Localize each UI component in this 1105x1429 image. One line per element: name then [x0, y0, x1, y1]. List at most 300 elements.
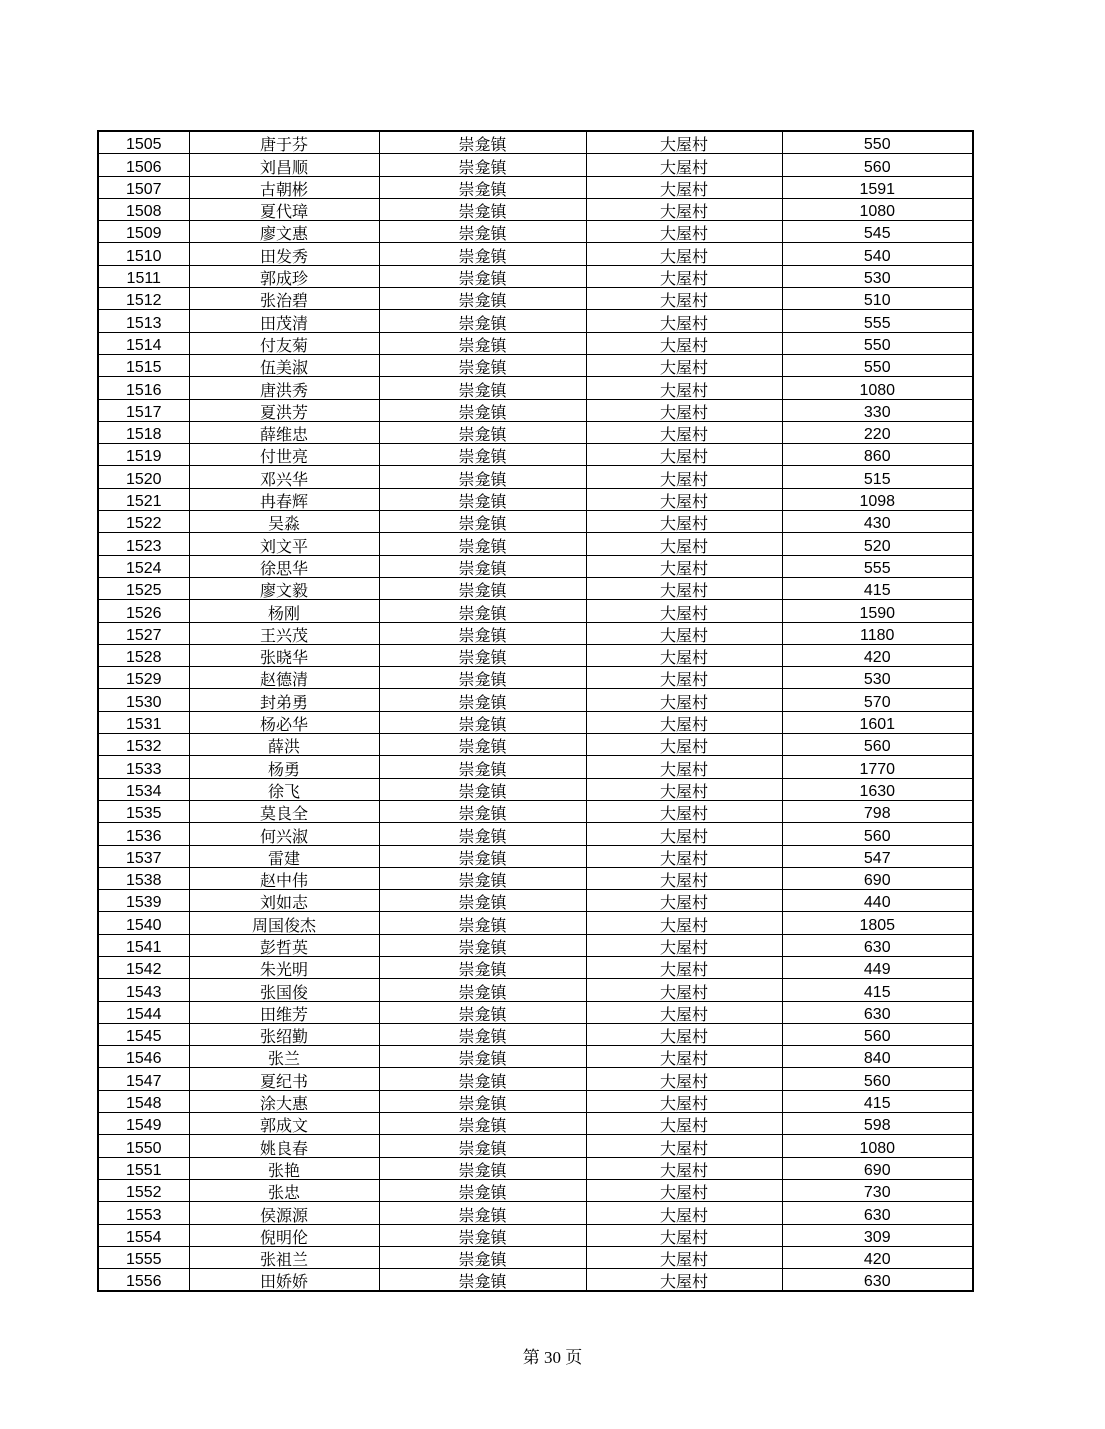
name-cell: 郭成珍: [189, 265, 379, 287]
amount-cell: 555: [782, 310, 973, 332]
amount-cell: 560: [782, 1068, 973, 1090]
amount-cell: 555: [782, 555, 973, 577]
row-number-cell: 1505: [98, 131, 189, 154]
table-row: [98, 1090, 973, 1112]
town-cell: 崇龛镇: [379, 1090, 586, 1112]
table-row: [98, 310, 973, 332]
town-cell: 崇龛镇: [379, 1269, 586, 1292]
amount-cell: 1590: [782, 600, 973, 622]
name-cell: 冉春辉: [189, 488, 379, 510]
row-number-cell: 1508: [98, 198, 189, 220]
name-cell: 吴淼: [189, 511, 379, 533]
village-cell: 大屋村: [586, 288, 782, 310]
row-number-cell: 1527: [98, 622, 189, 644]
town-cell: 崇龛镇: [379, 399, 586, 421]
village-cell: 大屋村: [586, 377, 782, 399]
table-row: [98, 845, 973, 867]
table-row: [98, 734, 973, 756]
row-number-cell: 1542: [98, 956, 189, 978]
row-number-cell: 1535: [98, 800, 189, 822]
table-row: [98, 1269, 973, 1292]
town-cell: 崇龛镇: [379, 444, 586, 466]
name-cell: 夏纪书: [189, 1068, 379, 1090]
name-cell: 张绍勤: [189, 1023, 379, 1045]
town-cell: 崇龛镇: [379, 377, 586, 399]
table-row: [98, 354, 973, 376]
village-cell: 大屋村: [586, 265, 782, 287]
town-cell: 崇龛镇: [379, 466, 586, 488]
village-cell: 大屋村: [586, 1157, 782, 1179]
table-row: [98, 399, 973, 421]
row-number-cell: 1521: [98, 488, 189, 510]
name-cell: 何兴淑: [189, 823, 379, 845]
table-body: [98, 131, 973, 1291]
town-cell: 崇龛镇: [379, 979, 586, 1001]
table-row: [98, 800, 973, 822]
town-cell: 崇龛镇: [379, 1135, 586, 1157]
row-number-cell: 1516: [98, 377, 189, 399]
amount-cell: 330: [782, 399, 973, 421]
row-number-cell: 1528: [98, 644, 189, 666]
amount-cell: 560: [782, 154, 973, 176]
amount-cell: 560: [782, 1023, 973, 1045]
town-cell: 崇龛镇: [379, 555, 586, 577]
village-cell: 大屋村: [586, 1068, 782, 1090]
village-cell: 大屋村: [586, 1246, 782, 1268]
row-number-cell: 1511: [98, 265, 189, 287]
town-cell: 崇龛镇: [379, 890, 586, 912]
amount-cell: 598: [782, 1113, 973, 1135]
town-cell: 崇龛镇: [379, 1023, 586, 1045]
table-row: [98, 421, 973, 443]
row-number-cell: 1523: [98, 533, 189, 555]
amount-cell: 415: [782, 979, 973, 1001]
village-cell: 大屋村: [586, 555, 782, 577]
amount-cell: 530: [782, 667, 973, 689]
village-cell: 大屋村: [586, 466, 782, 488]
village-cell: 大屋村: [586, 756, 782, 778]
amount-cell: 550: [782, 332, 973, 354]
name-cell: 彭哲英: [189, 934, 379, 956]
row-number-cell: 1507: [98, 176, 189, 198]
row-number-cell: 1530: [98, 689, 189, 711]
village-cell: 大屋村: [586, 912, 782, 934]
row-number-cell: 1536: [98, 823, 189, 845]
village-cell: 大屋村: [586, 1046, 782, 1068]
town-cell: 崇龛镇: [379, 354, 586, 376]
town-cell: 崇龛镇: [379, 912, 586, 934]
row-number-cell: 1544: [98, 1001, 189, 1023]
name-cell: 张晓华: [189, 644, 379, 666]
amount-cell: 630: [782, 1269, 973, 1292]
amount-cell: 420: [782, 1246, 973, 1268]
name-cell: 杨勇: [189, 756, 379, 778]
table-row: [98, 778, 973, 800]
name-cell: 杨刚: [189, 600, 379, 622]
row-number-cell: 1554: [98, 1224, 189, 1246]
name-cell: 张兰: [189, 1046, 379, 1068]
town-cell: 崇龛镇: [379, 265, 586, 287]
table-row: [98, 600, 973, 622]
village-cell: 大屋村: [586, 131, 782, 154]
amount-cell: 515: [782, 466, 973, 488]
village-cell: 大屋村: [586, 198, 782, 220]
town-cell: 崇龛镇: [379, 577, 586, 599]
town-cell: 崇龛镇: [379, 934, 586, 956]
town-cell: 崇龛镇: [379, 288, 586, 310]
village-cell: 大屋村: [586, 1179, 782, 1201]
amount-cell: 630: [782, 1202, 973, 1224]
amount-cell: 430: [782, 511, 973, 533]
village-cell: 大屋村: [586, 956, 782, 978]
town-cell: 崇龛镇: [379, 1246, 586, 1268]
town-cell: 崇龛镇: [379, 310, 586, 332]
row-number-cell: 1539: [98, 890, 189, 912]
town-cell: 崇龛镇: [379, 800, 586, 822]
table-row: [98, 667, 973, 689]
name-cell: 薛洪: [189, 734, 379, 756]
name-cell: 封弟勇: [189, 689, 379, 711]
village-cell: 大屋村: [586, 1001, 782, 1023]
amount-cell: 530: [782, 265, 973, 287]
village-cell: 大屋村: [586, 176, 782, 198]
name-cell: 薛维忠: [189, 421, 379, 443]
row-number-cell: 1548: [98, 1090, 189, 1112]
row-number-cell: 1552: [98, 1179, 189, 1201]
village-cell: 大屋村: [586, 533, 782, 555]
table-row: [98, 154, 973, 176]
village-cell: 大屋村: [586, 600, 782, 622]
table-row: [98, 198, 973, 220]
name-cell: 田娇娇: [189, 1269, 379, 1292]
table-row: [98, 1023, 973, 1045]
table-row: [98, 1179, 973, 1201]
table-row: [98, 711, 973, 733]
name-cell: 夏洪芳: [189, 399, 379, 421]
amount-cell: 309: [782, 1224, 973, 1246]
name-cell: 刘如志: [189, 890, 379, 912]
village-cell: 大屋村: [586, 577, 782, 599]
amount-cell: 550: [782, 131, 973, 154]
row-number-cell: 1510: [98, 243, 189, 265]
table-row: [98, 622, 973, 644]
name-cell: 张国俊: [189, 979, 379, 1001]
town-cell: 崇龛镇: [379, 600, 586, 622]
amount-cell: 1591: [782, 176, 973, 198]
amount-cell: 690: [782, 867, 973, 889]
town-cell: 崇龛镇: [379, 332, 586, 354]
name-cell: 徐飞: [189, 778, 379, 800]
amount-cell: 550: [782, 354, 973, 376]
row-number-cell: 1526: [98, 600, 189, 622]
village-cell: 大屋村: [586, 622, 782, 644]
town-cell: 崇龛镇: [379, 533, 586, 555]
amount-cell: 798: [782, 800, 973, 822]
row-number-cell: 1540: [98, 912, 189, 934]
amount-cell: 560: [782, 823, 973, 845]
table-row: [98, 1224, 973, 1246]
town-cell: 崇龛镇: [379, 1179, 586, 1201]
village-cell: 大屋村: [586, 399, 782, 421]
town-cell: 崇龛镇: [379, 421, 586, 443]
village-cell: 大屋村: [586, 154, 782, 176]
village-cell: 大屋村: [586, 890, 782, 912]
amount-cell: 1805: [782, 912, 973, 934]
name-cell: 张艳: [189, 1157, 379, 1179]
amount-cell: 630: [782, 1001, 973, 1023]
name-cell: 赵德清: [189, 667, 379, 689]
village-cell: 大屋村: [586, 800, 782, 822]
row-number-cell: 1514: [98, 332, 189, 354]
town-cell: 崇龛镇: [379, 667, 586, 689]
name-cell: 赵中伟: [189, 867, 379, 889]
table-row: [98, 444, 973, 466]
row-number-cell: 1551: [98, 1157, 189, 1179]
table-row: [98, 221, 973, 243]
table-row: [98, 689, 973, 711]
name-cell: 田茂清: [189, 310, 379, 332]
name-cell: 徐思华: [189, 555, 379, 577]
table-row: [98, 979, 973, 1001]
table-row: [98, 555, 973, 577]
amount-cell: 560: [782, 734, 973, 756]
amount-cell: 1080: [782, 198, 973, 220]
village-cell: 大屋村: [586, 332, 782, 354]
amount-cell: 730: [782, 1179, 973, 1201]
row-number-cell: 1512: [98, 288, 189, 310]
village-cell: 大屋村: [586, 354, 782, 376]
amount-cell: 510: [782, 288, 973, 310]
table-row: [98, 511, 973, 533]
amount-cell: 570: [782, 689, 973, 711]
amount-cell: 1180: [782, 622, 973, 644]
row-number-cell: 1538: [98, 867, 189, 889]
name-cell: 王兴茂: [189, 622, 379, 644]
name-cell: 倪明伦: [189, 1224, 379, 1246]
amount-cell: 840: [782, 1046, 973, 1068]
table-row: [98, 756, 973, 778]
town-cell: 崇龛镇: [379, 511, 586, 533]
town-cell: 崇龛镇: [379, 1001, 586, 1023]
name-cell: 雷建: [189, 845, 379, 867]
amount-cell: 1770: [782, 756, 973, 778]
row-number-cell: 1553: [98, 1202, 189, 1224]
village-cell: 大屋村: [586, 979, 782, 1001]
town-cell: 崇龛镇: [379, 622, 586, 644]
name-cell: 张忠: [189, 1179, 379, 1201]
name-cell: 田维芳: [189, 1001, 379, 1023]
amount-cell: 420: [782, 644, 973, 666]
amount-cell: 545: [782, 221, 973, 243]
table-row: [98, 956, 973, 978]
row-number-cell: 1537: [98, 845, 189, 867]
village-cell: 大屋村: [586, 689, 782, 711]
row-number-cell: 1525: [98, 577, 189, 599]
row-number-cell: 1509: [98, 221, 189, 243]
name-cell: 刘昌顺: [189, 154, 379, 176]
table-row: [98, 1135, 973, 1157]
amount-cell: 1601: [782, 711, 973, 733]
name-cell: 莫良全: [189, 800, 379, 822]
town-cell: 崇龛镇: [379, 734, 586, 756]
table-row: [98, 867, 973, 889]
name-cell: 付友菊: [189, 332, 379, 354]
name-cell: 杨必华: [189, 711, 379, 733]
table-row: [98, 823, 973, 845]
village-cell: 大屋村: [586, 667, 782, 689]
name-cell: 涂大惠: [189, 1090, 379, 1112]
village-cell: 大屋村: [586, 488, 782, 510]
amount-cell: 1098: [782, 488, 973, 510]
village-cell: 大屋村: [586, 711, 782, 733]
amount-cell: 540: [782, 243, 973, 265]
village-cell: 大屋村: [586, 1202, 782, 1224]
village-cell: 大屋村: [586, 310, 782, 332]
row-number-cell: 1519: [98, 444, 189, 466]
row-number-cell: 1517: [98, 399, 189, 421]
table-row: [98, 288, 973, 310]
town-cell: 崇龛镇: [379, 176, 586, 198]
data-table: [97, 130, 974, 1292]
row-number-cell: 1550: [98, 1135, 189, 1157]
table-row: [98, 1046, 973, 1068]
row-number-cell: 1506: [98, 154, 189, 176]
town-cell: 崇龛镇: [379, 1113, 586, 1135]
town-cell: 崇龛镇: [379, 154, 586, 176]
row-number-cell: 1547: [98, 1068, 189, 1090]
amount-cell: 630: [782, 934, 973, 956]
row-number-cell: 1524: [98, 555, 189, 577]
name-cell: 侯源源: [189, 1202, 379, 1224]
village-cell: 大屋村: [586, 421, 782, 443]
table-row: [98, 466, 973, 488]
amount-cell: 449: [782, 956, 973, 978]
town-cell: 崇龛镇: [379, 488, 586, 510]
amount-cell: 860: [782, 444, 973, 466]
name-cell: 古朝彬: [189, 176, 379, 198]
village-cell: 大屋村: [586, 1113, 782, 1135]
row-number-cell: 1520: [98, 466, 189, 488]
table-row: [98, 1001, 973, 1023]
town-cell: 崇龛镇: [379, 867, 586, 889]
village-cell: 大屋村: [586, 243, 782, 265]
row-number-cell: 1534: [98, 778, 189, 800]
town-cell: 崇龛镇: [379, 823, 586, 845]
table-row: [98, 577, 973, 599]
town-cell: 崇龛镇: [379, 778, 586, 800]
row-number-cell: 1533: [98, 756, 189, 778]
row-number-cell: 1555: [98, 1246, 189, 1268]
table-row: [98, 1113, 973, 1135]
row-number-cell: 1515: [98, 354, 189, 376]
row-number-cell: 1529: [98, 667, 189, 689]
village-cell: 大屋村: [586, 867, 782, 889]
amount-cell: 1630: [782, 778, 973, 800]
town-cell: 崇龛镇: [379, 1068, 586, 1090]
table-row: [98, 243, 973, 265]
name-cell: 廖文毅: [189, 577, 379, 599]
town-cell: 崇龛镇: [379, 1202, 586, 1224]
table-row: [98, 912, 973, 934]
name-cell: 唐于芬: [189, 131, 379, 154]
amount-cell: 415: [782, 577, 973, 599]
town-cell: 崇龛镇: [379, 644, 586, 666]
village-cell: 大屋村: [586, 511, 782, 533]
name-cell: 邓兴华: [189, 466, 379, 488]
table-row: [98, 644, 973, 666]
table-row: [98, 265, 973, 287]
town-cell: 崇龛镇: [379, 956, 586, 978]
town-cell: 崇龛镇: [379, 1046, 586, 1068]
town-cell: 崇龛镇: [379, 1157, 586, 1179]
row-number-cell: 1513: [98, 310, 189, 332]
village-cell: 大屋村: [586, 778, 782, 800]
village-cell: 大屋村: [586, 1269, 782, 1292]
row-number-cell: 1518: [98, 421, 189, 443]
name-cell: 朱光明: [189, 956, 379, 978]
village-cell: 大屋村: [586, 823, 782, 845]
town-cell: 崇龛镇: [379, 131, 586, 154]
town-cell: 崇龛镇: [379, 689, 586, 711]
table-row: [98, 1202, 973, 1224]
table-row: [98, 1068, 973, 1090]
amount-cell: 690: [782, 1157, 973, 1179]
town-cell: 崇龛镇: [379, 198, 586, 220]
row-number-cell: 1541: [98, 934, 189, 956]
row-number-cell: 1545: [98, 1023, 189, 1045]
town-cell: 崇龛镇: [379, 1224, 586, 1246]
amount-cell: 1080: [782, 377, 973, 399]
amount-cell: 440: [782, 890, 973, 912]
amount-cell: 547: [782, 845, 973, 867]
row-number-cell: 1531: [98, 711, 189, 733]
name-cell: 廖文惠: [189, 221, 379, 243]
village-cell: 大屋村: [586, 1135, 782, 1157]
name-cell: 唐洪秀: [189, 377, 379, 399]
name-cell: 付世亮: [189, 444, 379, 466]
table-row: [98, 488, 973, 510]
table-row: [98, 1246, 973, 1268]
town-cell: 崇龛镇: [379, 711, 586, 733]
village-cell: 大屋村: [586, 644, 782, 666]
town-cell: 崇龛镇: [379, 756, 586, 778]
village-cell: 大屋村: [586, 1224, 782, 1246]
table-row: [98, 131, 973, 154]
village-cell: 大屋村: [586, 734, 782, 756]
row-number-cell: 1546: [98, 1046, 189, 1068]
name-cell: 张祖兰: [189, 1246, 379, 1268]
table-row: [98, 377, 973, 399]
name-cell: 郭成文: [189, 1113, 379, 1135]
amount-cell: 1080: [782, 1135, 973, 1157]
row-number-cell: 1549: [98, 1113, 189, 1135]
row-number-cell: 1556: [98, 1269, 189, 1292]
page-number: 第 30 页: [522, 1348, 583, 1367]
village-cell: 大屋村: [586, 1090, 782, 1112]
amount-cell: 520: [782, 533, 973, 555]
page-footer: [0, 1343, 1105, 1368]
name-cell: 刘文平: [189, 533, 379, 555]
village-cell: 大屋村: [586, 221, 782, 243]
row-number-cell: 1532: [98, 734, 189, 756]
village-cell: 大屋村: [586, 934, 782, 956]
village-cell: 大屋村: [586, 845, 782, 867]
row-number-cell: 1543: [98, 979, 189, 1001]
table-row: [98, 890, 973, 912]
name-cell: 田发秀: [189, 243, 379, 265]
name-cell: 夏代璋: [189, 198, 379, 220]
table-row: [98, 176, 973, 198]
